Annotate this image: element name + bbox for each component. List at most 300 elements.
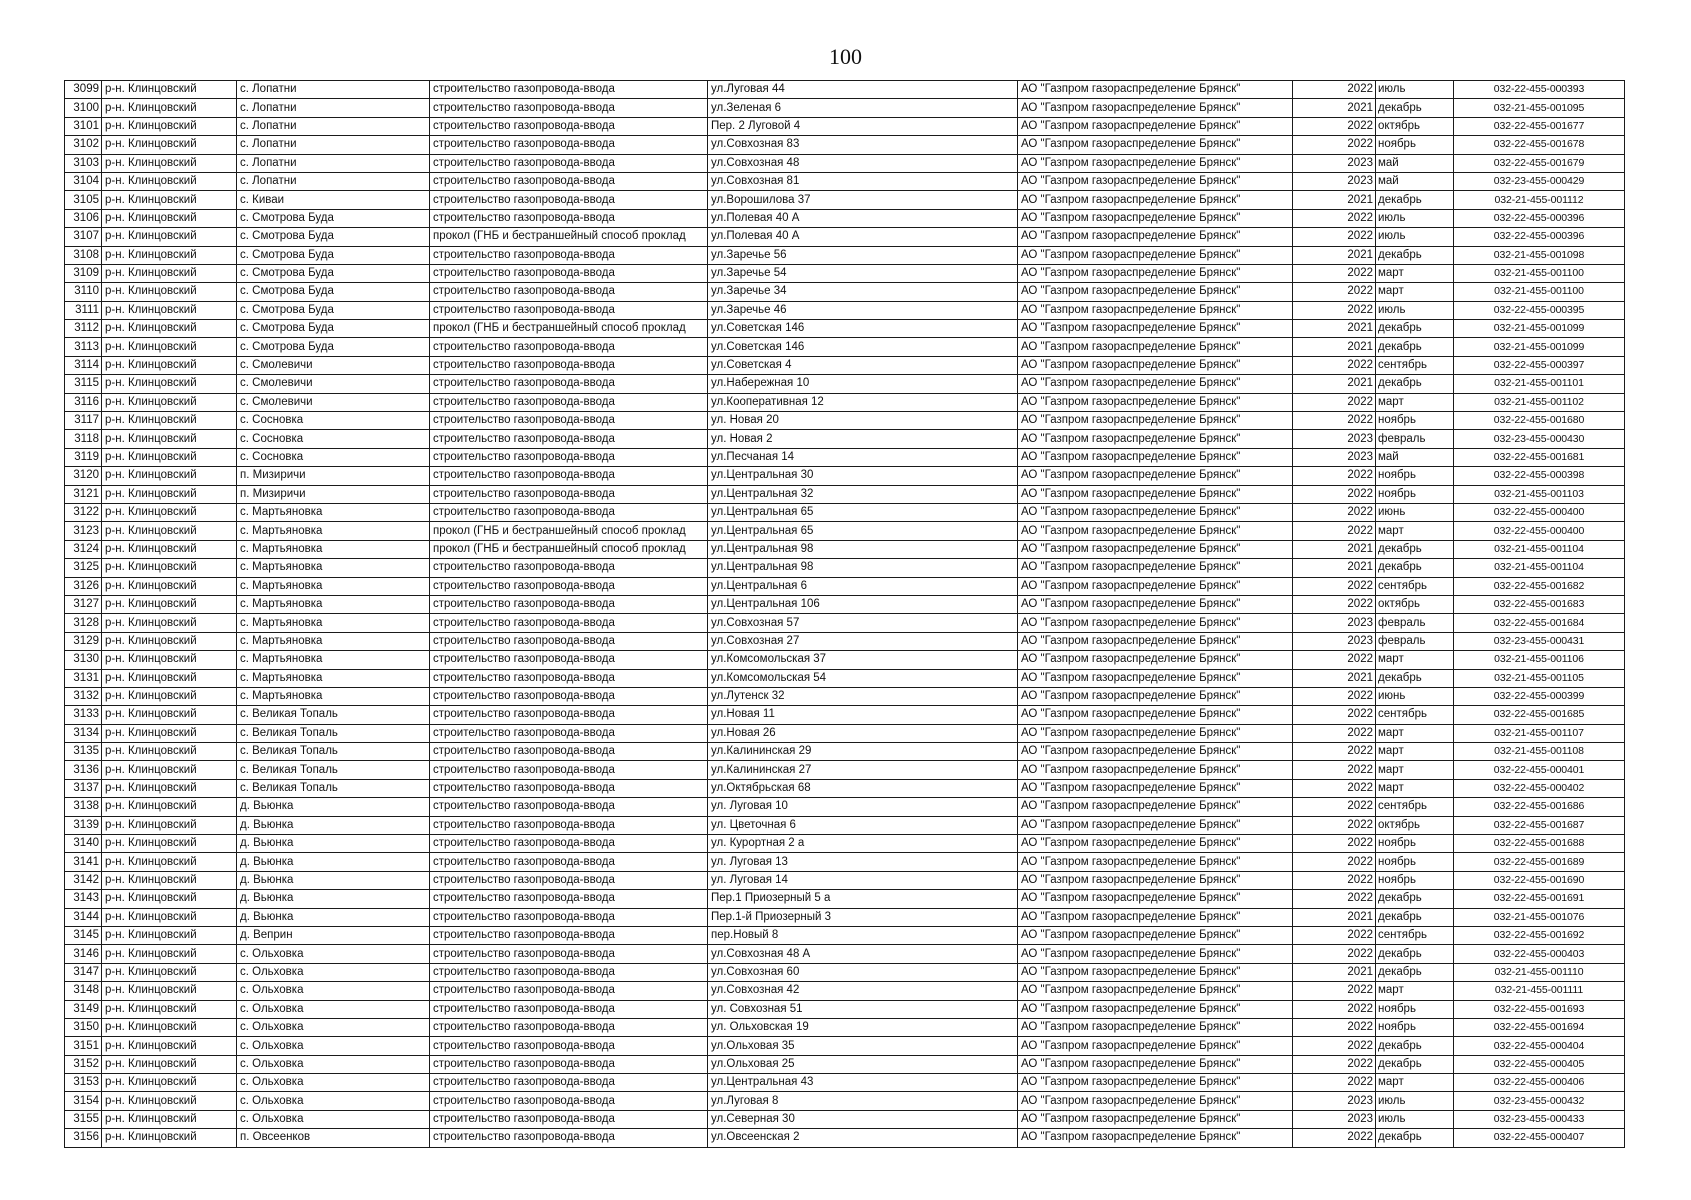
table-row — [65, 779, 1625, 797]
year-cell: 2022 — [1293, 1018, 1376, 1036]
table-row — [65, 559, 1625, 577]
settlement-cell: с. Мартьяновка — [237, 503, 430, 521]
work-type-cell: строительство газопровода-ввода — [430, 209, 708, 227]
address-cell: ул.Луговая 8 — [708, 1092, 1018, 1110]
address-cell: ул.Совхозная 48 А — [708, 945, 1018, 963]
month-cell: декабрь — [1376, 320, 1454, 338]
address-cell: ул.Совхозная 60 — [708, 963, 1018, 981]
work-type-cell: строительство газопровода-ввода — [430, 871, 708, 889]
table-row — [65, 1129, 1625, 1147]
year-cell: 2022 — [1293, 1074, 1376, 1092]
row-number: 3116 — [65, 393, 102, 411]
district-cell: р-н. Клинцовский — [102, 1055, 237, 1073]
organization-cell: АО "Газпром газораспределение Брянск" — [1018, 761, 1293, 779]
month-cell: декабрь — [1376, 375, 1454, 393]
district-cell: р-н. Клинцовский — [102, 890, 237, 908]
organization-cell: АО "Газпром газораспределение Брянск" — [1018, 467, 1293, 485]
registration-number-cell: 032-22-455-001689 — [1454, 853, 1625, 871]
month-cell: сентябрь — [1376, 577, 1454, 595]
row-number: 3140 — [65, 835, 102, 853]
work-type-cell: строительство газопровода-ввода — [430, 412, 708, 430]
table-row — [65, 393, 1625, 411]
year-cell: 2022 — [1293, 724, 1376, 742]
address-cell: ул.Лутенск 32 — [708, 687, 1018, 705]
organization-cell: АО "Газпром газораспределение Брянск" — [1018, 871, 1293, 889]
work-type-cell: строительство газопровода-ввода — [430, 154, 708, 172]
table-row — [65, 136, 1625, 154]
organization-cell: АО "Газпром газораспределение Брянск" — [1018, 853, 1293, 871]
work-type-cell: строительство газопровода-ввода — [430, 1092, 708, 1110]
row-number: 3141 — [65, 853, 102, 871]
year-cell: 2022 — [1293, 393, 1376, 411]
month-cell: март — [1376, 393, 1454, 411]
month-cell: ноябрь — [1376, 835, 1454, 853]
work-type-cell: строительство газопровода-ввода — [430, 963, 708, 981]
table-row — [65, 448, 1625, 466]
table-row — [65, 301, 1625, 319]
organization-cell: АО "Газпром газораспределение Брянск" — [1018, 1000, 1293, 1018]
work-type-cell: строительство газопровода-ввода — [430, 448, 708, 466]
district-cell: р-н. Клинцовский — [102, 375, 237, 393]
address-cell: ул. Новая 20 — [708, 412, 1018, 430]
month-cell: март — [1376, 761, 1454, 779]
month-cell: ноябрь — [1376, 1018, 1454, 1036]
settlement-cell: с. Лопатни — [237, 154, 430, 172]
year-cell: 2022 — [1293, 136, 1376, 154]
settlement-cell: д. Вьюнка — [237, 908, 430, 926]
address-cell: ул.Заречье 54 — [708, 264, 1018, 282]
settlement-cell: с. Сосновка — [237, 430, 430, 448]
organization-cell: АО "Газпром газораспределение Брянск" — [1018, 136, 1293, 154]
table-row — [65, 595, 1625, 613]
work-type-cell: строительство газопровода-ввода — [430, 172, 708, 190]
settlement-cell: с. Великая Топаль — [237, 743, 430, 761]
table-row — [65, 761, 1625, 779]
district-cell: р-н. Клинцовский — [102, 209, 237, 227]
table-row — [65, 1018, 1625, 1036]
registration-number-cell: 032-21-455-001111 — [1454, 982, 1625, 1000]
work-type-cell: строительство газопровода-ввода — [430, 485, 708, 503]
year-cell: 2022 — [1293, 81, 1376, 99]
year-cell: 2022 — [1293, 485, 1376, 503]
year-cell: 2023 — [1293, 1092, 1376, 1110]
month-cell: июль — [1376, 1110, 1454, 1128]
row-number: 3106 — [65, 209, 102, 227]
work-type-cell: строительство газопровода-ввода — [430, 264, 708, 282]
row-number: 3107 — [65, 228, 102, 246]
district-cell: р-н. Клинцовский — [102, 706, 237, 724]
row-number: 3128 — [65, 614, 102, 632]
district-cell: р-н. Клинцовский — [102, 779, 237, 797]
year-cell: 2022 — [1293, 1129, 1376, 1147]
address-cell: ул. Ольховская 19 — [708, 1018, 1018, 1036]
district-cell: р-н. Клинцовский — [102, 320, 237, 338]
registration-number-cell: 032-22-455-001691 — [1454, 890, 1625, 908]
settlement-cell: с. Великая Топаль — [237, 706, 430, 724]
organization-cell: АО "Газпром газораспределение Брянск" — [1018, 356, 1293, 374]
settlement-cell: с. Сосновка — [237, 448, 430, 466]
table-row — [65, 1000, 1625, 1018]
table-row — [65, 963, 1625, 981]
registration-number-cell: 032-21-455-001102 — [1454, 393, 1625, 411]
row-number: 3117 — [65, 412, 102, 430]
work-type-cell: строительство газопровода-ввода — [430, 651, 708, 669]
year-cell: 2022 — [1293, 798, 1376, 816]
row-number: 3131 — [65, 669, 102, 687]
address-cell: ул.Советская 4 — [708, 356, 1018, 374]
settlement-cell: с. Киваи — [237, 191, 430, 209]
page-number: 100 — [829, 44, 862, 69]
address-cell: ул.Совхозная 57 — [708, 614, 1018, 632]
district-cell: р-н. Клинцовский — [102, 1018, 237, 1036]
work-type-cell: строительство газопровода-ввода — [430, 724, 708, 742]
work-type-cell: строительство газопровода-ввода — [430, 835, 708, 853]
row-number: 3144 — [65, 908, 102, 926]
table-row — [65, 338, 1625, 356]
table-row — [65, 191, 1625, 209]
organization-cell: АО "Газпром газораспределение Брянск" — [1018, 632, 1293, 650]
row-number: 3146 — [65, 945, 102, 963]
row-number: 3123 — [65, 522, 102, 540]
address-cell: пер.Новый 8 — [708, 926, 1018, 944]
row-number: 3137 — [65, 779, 102, 797]
registration-number-cell: 032-21-455-001104 — [1454, 540, 1625, 558]
organization-cell: АО "Газпром газораспределение Брянск" — [1018, 430, 1293, 448]
district-cell: р-н. Клинцовский — [102, 835, 237, 853]
month-cell: февраль — [1376, 614, 1454, 632]
registration-number-cell: 032-22-455-001679 — [1454, 154, 1625, 172]
district-cell: р-н. Клинцовский — [102, 559, 237, 577]
registration-number-cell: 032-22-455-000396 — [1454, 228, 1625, 246]
registration-number-cell: 032-22-455-000397 — [1454, 356, 1625, 374]
row-number: 3153 — [65, 1074, 102, 1092]
month-cell: сентябрь — [1376, 356, 1454, 374]
table-row — [65, 926, 1625, 944]
table-row — [65, 577, 1625, 595]
organization-cell: АО "Газпром газораспределение Брянск" — [1018, 485, 1293, 503]
row-number: 3152 — [65, 1055, 102, 1073]
settlement-cell: д. Веприн — [237, 926, 430, 944]
row-number: 3143 — [65, 890, 102, 908]
month-cell: март — [1376, 779, 1454, 797]
registration-number-cell: 032-22-455-000399 — [1454, 687, 1625, 705]
year-cell: 2022 — [1293, 761, 1376, 779]
table-row — [65, 945, 1625, 963]
registration-number-cell: 032-21-455-001104 — [1454, 559, 1625, 577]
address-cell: Пер. 2 Луговой 4 — [708, 117, 1018, 135]
row-number: 3102 — [65, 136, 102, 154]
table-row — [65, 669, 1625, 687]
year-cell: 2022 — [1293, 356, 1376, 374]
year-cell: 2022 — [1293, 117, 1376, 135]
year-cell: 2023 — [1293, 154, 1376, 172]
month-cell: март — [1376, 522, 1454, 540]
registration-number-cell: 032-22-455-000403 — [1454, 945, 1625, 963]
year-cell: 2022 — [1293, 467, 1376, 485]
organization-cell: АО "Газпром газораспределение Брянск" — [1018, 926, 1293, 944]
registration-number-cell: 032-22-455-000404 — [1454, 1037, 1625, 1055]
year-cell: 2022 — [1293, 706, 1376, 724]
settlement-cell: с. Смолевичи — [237, 356, 430, 374]
work-type-cell: строительство газопровода-ввода — [430, 503, 708, 521]
settlement-cell: с. Ольховка — [237, 1110, 430, 1128]
registration-number-cell: 032-21-455-001099 — [1454, 338, 1625, 356]
month-cell: июнь — [1376, 503, 1454, 521]
month-cell: декабрь — [1376, 191, 1454, 209]
district-cell: р-н. Клинцовский — [102, 338, 237, 356]
year-cell: 2022 — [1293, 853, 1376, 871]
year-cell: 2022 — [1293, 816, 1376, 834]
address-cell: ул. Новая 2 — [708, 430, 1018, 448]
year-cell: 2022 — [1293, 595, 1376, 613]
row-number: 3138 — [65, 798, 102, 816]
registration-number-cell: 032-21-455-001099 — [1454, 320, 1625, 338]
month-cell: декабрь — [1376, 1129, 1454, 1147]
organization-cell: АО "Газпром газораспределение Брянск" — [1018, 172, 1293, 190]
district-cell: р-н. Клинцовский — [102, 154, 237, 172]
table-row — [65, 320, 1625, 338]
month-cell: декабрь — [1376, 669, 1454, 687]
organization-cell: АО "Газпром газораспределение Брянск" — [1018, 283, 1293, 301]
year-cell: 2022 — [1293, 743, 1376, 761]
organization-cell: АО "Газпром газораспределение Брянск" — [1018, 412, 1293, 430]
work-type-cell: строительство газопровода-ввода — [430, 1037, 708, 1055]
district-cell: р-н. Клинцовский — [102, 540, 237, 558]
organization-cell: АО "Газпром газораспределение Брянск" — [1018, 117, 1293, 135]
organization-cell: АО "Газпром газораспределение Брянск" — [1018, 577, 1293, 595]
district-cell: р-н. Клинцовский — [102, 614, 237, 632]
settlement-cell: с. Смолевичи — [237, 375, 430, 393]
organization-cell: АО "Газпром газораспределение Брянск" — [1018, 320, 1293, 338]
registration-number-cell: 032-22-455-001687 — [1454, 816, 1625, 834]
registration-number-cell: 032-22-455-001681 — [1454, 448, 1625, 466]
settlement-cell: д. Вьюнка — [237, 853, 430, 871]
district-cell: р-н. Клинцовский — [102, 1074, 237, 1092]
registration-number-cell: 032-21-455-001107 — [1454, 724, 1625, 742]
table-row — [65, 485, 1625, 503]
address-cell: ул.Центральная 30 — [708, 467, 1018, 485]
organization-cell: АО "Газпром газораспределение Брянск" — [1018, 503, 1293, 521]
address-cell: ул.Центральная 98 — [708, 559, 1018, 577]
row-number: 3132 — [65, 687, 102, 705]
organization-cell: АО "Газпром газораспределение Брянск" — [1018, 798, 1293, 816]
row-number: 3100 — [65, 99, 102, 117]
registration-number-cell: 032-21-455-001105 — [1454, 669, 1625, 687]
row-number: 3149 — [65, 1000, 102, 1018]
address-cell: ул.Центральная 65 — [708, 503, 1018, 521]
organization-cell: АО "Газпром газораспределение Брянск" — [1018, 209, 1293, 227]
month-cell: декабрь — [1376, 540, 1454, 558]
year-cell: 2022 — [1293, 1000, 1376, 1018]
year-cell: 2022 — [1293, 301, 1376, 319]
district-cell: р-н. Клинцовский — [102, 485, 237, 503]
district-cell: р-н. Клинцовский — [102, 117, 237, 135]
settlement-cell: с. Смолевичи — [237, 393, 430, 411]
organization-cell: АО "Газпром газораспределение Брянск" — [1018, 522, 1293, 540]
address-cell: ул.Калининская 27 — [708, 761, 1018, 779]
settlement-cell: с. Мартьяновка — [237, 559, 430, 577]
work-type-cell: строительство газопровода-ввода — [430, 393, 708, 411]
organization-cell: АО "Газпром газораспределение Брянск" — [1018, 779, 1293, 797]
work-type-cell: строительство газопровода-ввода — [430, 595, 708, 613]
row-number: 3135 — [65, 743, 102, 761]
table-row — [65, 908, 1625, 926]
settlement-cell: с. Смотрова Буда — [237, 228, 430, 246]
address-cell: ул.Заречье 56 — [708, 246, 1018, 264]
district-cell: р-н. Клинцовский — [102, 761, 237, 779]
settlement-cell: с. Великая Топаль — [237, 779, 430, 797]
month-cell: июль — [1376, 1092, 1454, 1110]
address-cell: ул. Луговая 10 — [708, 798, 1018, 816]
table-row — [65, 283, 1625, 301]
row-number: 3115 — [65, 375, 102, 393]
settlement-cell: д. Вьюнка — [237, 835, 430, 853]
registration-number-cell: 032-22-455-001684 — [1454, 614, 1625, 632]
table-row — [65, 264, 1625, 282]
table-row — [65, 430, 1625, 448]
work-type-cell: строительство газопровода-ввода — [430, 816, 708, 834]
month-cell: декабрь — [1376, 963, 1454, 981]
registration-number-cell: 032-22-455-001688 — [1454, 835, 1625, 853]
year-cell: 2021 — [1293, 246, 1376, 264]
settlement-cell: д. Вьюнка — [237, 816, 430, 834]
table-row — [65, 209, 1625, 227]
address-cell: ул.Заречье 46 — [708, 301, 1018, 319]
row-number: 3151 — [65, 1037, 102, 1055]
month-cell: сентябрь — [1376, 926, 1454, 944]
month-cell: сентябрь — [1376, 706, 1454, 724]
organization-cell: АО "Газпром газораспределение Брянск" — [1018, 375, 1293, 393]
table-row — [65, 816, 1625, 834]
registration-number-cell: 032-23-455-000429 — [1454, 172, 1625, 190]
month-cell: декабрь — [1376, 1037, 1454, 1055]
district-cell: р-н. Клинцовский — [102, 908, 237, 926]
organization-cell: АО "Газпром газораспределение Брянск" — [1018, 963, 1293, 981]
row-number: 3155 — [65, 1110, 102, 1128]
table-body — [65, 81, 1625, 1148]
work-type-cell: строительство газопровода-ввода — [430, 761, 708, 779]
settlement-cell: с. Ольховка — [237, 1018, 430, 1036]
row-number: 3103 — [65, 154, 102, 172]
district-cell: р-н. Клинцовский — [102, 283, 237, 301]
table-row — [65, 853, 1625, 871]
month-cell: ноябрь — [1376, 1000, 1454, 1018]
organization-cell: АО "Газпром газораспределение Брянск" — [1018, 338, 1293, 356]
registration-number-cell: 032-22-455-000402 — [1454, 779, 1625, 797]
registration-number-cell: 032-22-455-000401 — [1454, 761, 1625, 779]
district-cell: р-н. Клинцовский — [102, 595, 237, 613]
month-cell: июль — [1376, 228, 1454, 246]
settlement-cell: д. Вьюнка — [237, 798, 430, 816]
year-cell: 2022 — [1293, 687, 1376, 705]
settlement-cell: с. Мартьяновка — [237, 522, 430, 540]
row-number: 3145 — [65, 926, 102, 944]
registration-number-cell: 032-23-455-000430 — [1454, 430, 1625, 448]
year-cell: 2021 — [1293, 559, 1376, 577]
row-number: 3130 — [65, 651, 102, 669]
district-cell: р-н. Клинцовский — [102, 467, 237, 485]
address-cell: ул. Совхозная 51 — [708, 1000, 1018, 1018]
address-cell: ул.Полевая 40 А — [708, 209, 1018, 227]
work-type-cell: прокол (ГНБ и бестраншейный способ проклад — [430, 228, 708, 246]
address-cell: ул. Курортная 2 а — [708, 835, 1018, 853]
month-cell: июль — [1376, 301, 1454, 319]
row-number: 3147 — [65, 963, 102, 981]
address-cell: ул.Октябрьская 68 — [708, 779, 1018, 797]
organization-cell: АО "Газпром газораспределение Брянск" — [1018, 1037, 1293, 1055]
district-cell: р-н. Клинцовский — [102, 926, 237, 944]
row-number: 3110 — [65, 283, 102, 301]
address-cell: ул.Северная 30 — [708, 1110, 1018, 1128]
district-cell: р-н. Клинцовский — [102, 1037, 237, 1055]
registration-number-cell: 032-22-455-000393 — [1454, 81, 1625, 99]
year-cell: 2022 — [1293, 871, 1376, 889]
address-cell: ул.Центральная 43 — [708, 1074, 1018, 1092]
month-cell: март — [1376, 1074, 1454, 1092]
registration-number-cell: 032-22-455-001678 — [1454, 136, 1625, 154]
registration-number-cell: 032-22-455-001686 — [1454, 798, 1625, 816]
table-row — [65, 651, 1625, 669]
settlement-cell: с. Ольховка — [237, 963, 430, 981]
year-cell: 2021 — [1293, 191, 1376, 209]
row-number: 3113 — [65, 338, 102, 356]
district-cell: р-н. Клинцовский — [102, 1092, 237, 1110]
district-cell: р-н. Клинцовский — [102, 871, 237, 889]
district-cell: р-н. Клинцовский — [102, 945, 237, 963]
district-cell: р-н. Клинцовский — [102, 246, 237, 264]
work-type-cell: строительство газопровода-ввода — [430, 853, 708, 871]
registration-number-cell: 032-23-455-000432 — [1454, 1092, 1625, 1110]
district-cell: р-н. Клинцовский — [102, 301, 237, 319]
district-cell: р-н. Клинцовский — [102, 172, 237, 190]
registration-number-cell: 032-21-455-001095 — [1454, 99, 1625, 117]
organization-cell: АО "Газпром газораспределение Брянск" — [1018, 301, 1293, 319]
settlement-cell: с. Лопатни — [237, 172, 430, 190]
address-cell: ул.Совхозная 48 — [708, 154, 1018, 172]
work-type-cell: строительство газопровода-ввода — [430, 559, 708, 577]
address-cell: ул.Песчаная 14 — [708, 448, 1018, 466]
registration-number-cell: 032-22-455-000400 — [1454, 522, 1625, 540]
row-number: 3118 — [65, 430, 102, 448]
table-row — [65, 835, 1625, 853]
month-cell: ноябрь — [1376, 871, 1454, 889]
table-row — [65, 614, 1625, 632]
year-cell: 2022 — [1293, 503, 1376, 521]
organization-cell: АО "Газпром газораспределение Брянск" — [1018, 154, 1293, 172]
row-number: 3124 — [65, 540, 102, 558]
table-row — [65, 632, 1625, 650]
work-type-cell: строительство газопровода-ввода — [430, 246, 708, 264]
address-cell: ул.Центральная 65 — [708, 522, 1018, 540]
settlement-cell: с. Великая Топаль — [237, 761, 430, 779]
address-cell: ул.Совхозная 27 — [708, 632, 1018, 650]
district-cell: р-н. Клинцовский — [102, 724, 237, 742]
year-cell: 2022 — [1293, 283, 1376, 301]
work-type-cell: строительство газопровода-ввода — [430, 1055, 708, 1073]
table-row — [65, 540, 1625, 558]
registration-number-cell: 032-21-455-001106 — [1454, 651, 1625, 669]
row-number: 3156 — [65, 1129, 102, 1147]
month-cell: ноябрь — [1376, 485, 1454, 503]
district-cell: р-н. Клинцовский — [102, 963, 237, 981]
address-cell: ул.Совхозная 83 — [708, 136, 1018, 154]
organization-cell: АО "Газпром газораспределение Брянск" — [1018, 908, 1293, 926]
district-cell: р-н. Клинцовский — [102, 651, 237, 669]
table-row — [65, 871, 1625, 889]
year-cell: 2022 — [1293, 209, 1376, 227]
year-cell: 2022 — [1293, 945, 1376, 963]
organization-cell: АО "Газпром газораспределение Брянск" — [1018, 816, 1293, 834]
